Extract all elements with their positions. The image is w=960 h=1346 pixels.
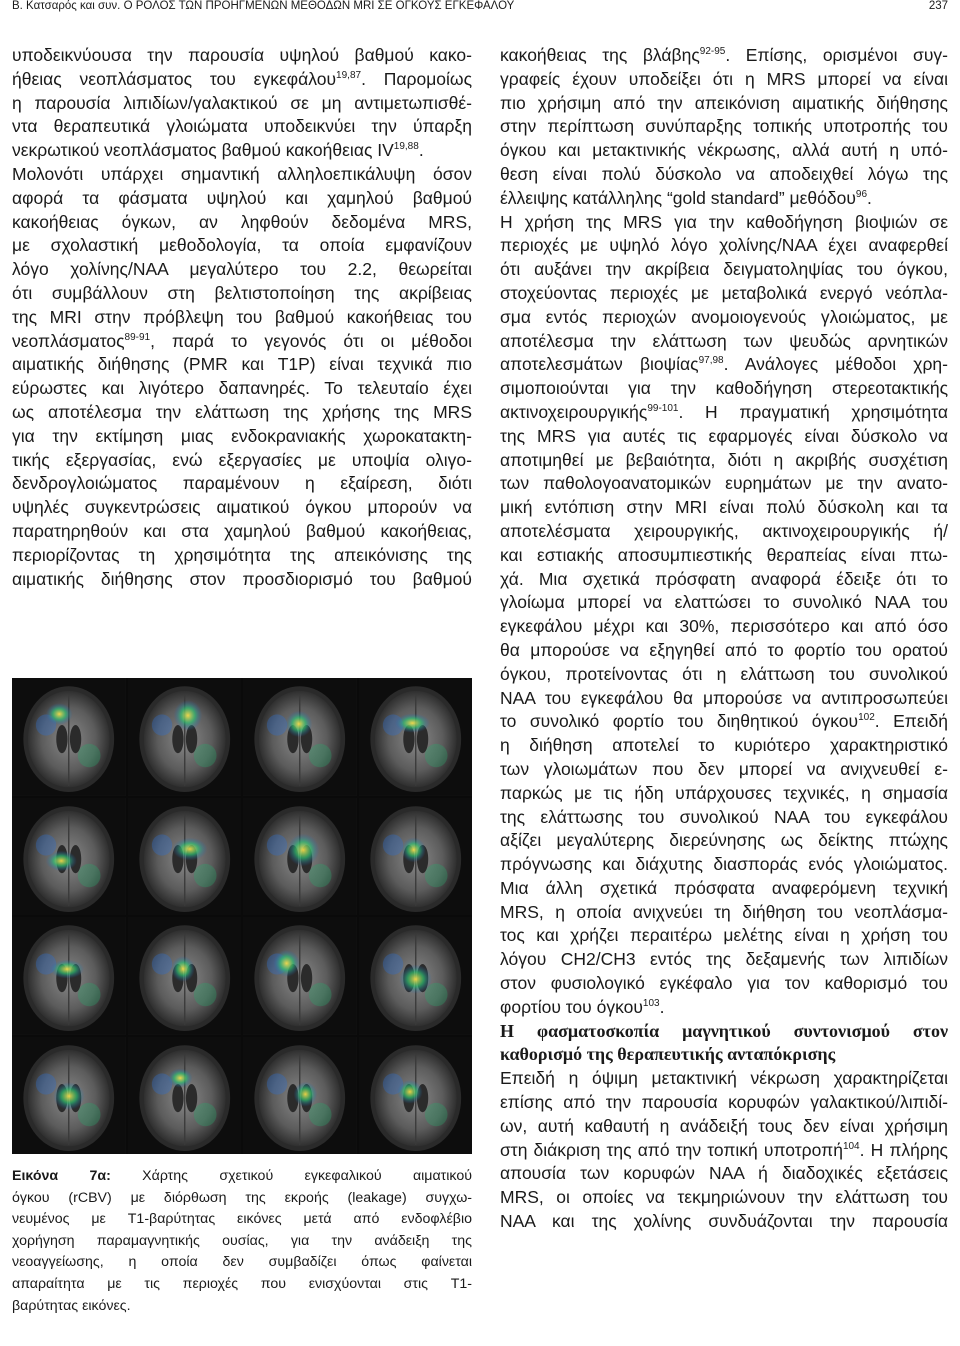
line-text: υψηλές συγκεντρώσεις αιματικού όγκου μπορούν να	[12, 497, 472, 518]
text-line	[500, 234, 948, 258]
right-column	[500, 44, 948, 1234]
text-line	[12, 520, 472, 544]
line-text: . Επίσης, ορισμένοι συγ-	[725, 45, 948, 65]
text-line	[500, 187, 948, 211]
text-line	[500, 687, 948, 711]
line-text: Η χρήση της MRS για την καθοδήγηση βιοψιών σε	[500, 211, 948, 232]
text-line	[500, 829, 948, 853]
text-line	[12, 449, 472, 473]
running-head-title: Β. Κατσαρός και συν. Ο ΡΟΛΟΣ ΤΩΝ ΠΡΟΗΓΜΕΝΩΝ ΜΕΘΟΔΩΝ MRI ΣΕ ΟΓΚΟΥΣ ΕΓΚΕΦΑΛΟΥ	[12, 0, 515, 12]
line-text: σμα εντός περιοχών ανομοιογενούς γλοιώματος, με	[500, 306, 948, 327]
line-text: θεση είναι πολύ δύσκολο να αποδειχθεί λόγω της	[500, 163, 948, 184]
line-text: . Η πλήρης	[859, 1139, 948, 1160]
section-heading-line: Η φασματοσκοπία μαγνητικού συντονισμού στον	[500, 1020, 948, 1041]
text-line	[12, 163, 472, 187]
mri-slice-image	[12, 917, 126, 1035]
caption-line: νεοαγγείωσης, η οποία δεν συμβαδίζει όπως φαίνεται	[12, 1254, 472, 1271]
text-line	[500, 1210, 948, 1234]
text-line	[500, 568, 948, 592]
line-text: περιοχές με υψηλό λόγο χολίνης/NAA έχει αναφερθεί	[500, 235, 948, 256]
caption-line: όγκου (rCBV) με διόρθωση της εκροής (leakage) συγχω-	[12, 1189, 472, 1206]
section-heading	[500, 1020, 948, 1068]
line-text: με σχολαστική μεθοδολογία, τα οποία εμφανίζουν	[12, 235, 472, 256]
text-line	[12, 68, 472, 92]
text-line	[500, 353, 948, 377]
line-text: αποτελεσμάτων βιοψίας	[500, 354, 699, 375]
text-line	[500, 306, 948, 330]
text-line	[500, 520, 948, 544]
text-line	[500, 496, 948, 520]
text-line	[12, 377, 472, 401]
line-text: στην περίπτωση συνύπαρξης τοπικής υποτροπής του	[500, 116, 948, 137]
mri-slice-image	[243, 1037, 357, 1155]
caption-label: Εικόνα 7α:	[12, 1168, 111, 1184]
left-column	[12, 44, 473, 1314]
text-line	[12, 544, 472, 568]
line-text: πιο χρήσιμη από την απεικόνιση αιματικής διήθησης	[500, 92, 948, 113]
text-line	[500, 901, 948, 925]
mri-slice-image	[243, 917, 357, 1035]
line-text: ως αποτέλεσμα την ελάττωση της χρήσης της MRS	[12, 401, 472, 422]
line-text: τος και χρήζει περαιτέρω μελέτης είναι η χρήση του	[500, 925, 948, 946]
line-text: εύρωστες και λιγότερο δαπανηρές. Το τελευταίο έχει	[12, 378, 472, 399]
text-line	[500, 139, 948, 163]
line-text: .	[867, 187, 872, 208]
text-line	[12, 187, 472, 211]
text-line	[500, 449, 948, 473]
line-text: της ελάττωσης του συνολικού NAA του εγκεφάλου	[500, 806, 948, 827]
text-line	[500, 1186, 948, 1210]
line-text: όγκου, προτείνοντας ότι η ελάττωση του συνολικού	[500, 663, 948, 684]
text-line	[12, 139, 472, 163]
mri-slice-image	[359, 1037, 473, 1155]
section-heading-line: καθορισμό της θεραπευτικής ανταπόκρισης	[500, 1044, 836, 1065]
mri-slice-image	[12, 1037, 126, 1155]
line-text: αποτιμηθεί με βεβαιότητα, διότι η ακριβής συσχέτιση	[500, 449, 948, 470]
text-line	[500, 1067, 948, 1091]
mri-slice-image	[12, 678, 126, 796]
section-body-text	[500, 1067, 948, 1234]
line-text: Μολονότι υπάρχει σημαντική αλληλοεπικάλυψη όσον	[12, 163, 472, 184]
left-column-text	[12, 44, 472, 591]
text-line	[500, 377, 948, 401]
citation-superscript: 104	[842, 1140, 860, 1152]
text-line	[12, 282, 472, 306]
line-text: και εστιακής αποσυμπιεστικής θεραπείας είναι πτω-	[500, 544, 948, 565]
running-head	[12, 0, 948, 14]
text-line	[500, 330, 948, 354]
line-text: για την εκτίμηση μιας ενδοκρανιακής χωροκατακτη-	[12, 425, 472, 446]
text-line	[12, 258, 472, 282]
line-text: αιματικής διήθησης στον προσδιορισμό του βαθμού	[12, 568, 472, 589]
mri-slice-image	[128, 678, 242, 796]
text-line	[500, 615, 948, 639]
text-line	[500, 282, 948, 306]
text-line	[500, 211, 948, 235]
line-text: ήθειας νεοπλάσματος του εγκεφάλου	[12, 68, 337, 89]
text-line	[500, 1091, 948, 1115]
line-text: έλλειψης κατάλληλης “gold standard” μεθόδου	[500, 187, 856, 208]
line-text: στοχεύοντας περιοχές με μεταβολικά ενεργό νεόπλα-	[500, 282, 948, 303]
text-line	[500, 258, 948, 282]
text-line	[500, 924, 948, 948]
text-line	[12, 425, 472, 449]
text-line	[500, 68, 948, 92]
line-text: νεκρωτικού νεοπλάσματος βαθμού κακοήθειας IV	[12, 140, 394, 161]
line-text: σιμοποιούνται για την καθοδήγηση στερεοτακτικής	[500, 378, 948, 399]
line-text: . Ανάλογες μέθοδοι χρη-	[723, 354, 948, 375]
figure-caption	[12, 1166, 472, 1317]
line-text: μική εντόπιση στην MRI είναι πολύ δύσκολη και τα	[500, 497, 948, 518]
text-line	[12, 496, 472, 520]
text-line	[500, 401, 948, 425]
text-line	[500, 1162, 948, 1186]
text-line	[500, 163, 948, 187]
line-text: NAA και της χολίνης συνδυάζονται την παρουσία	[500, 1211, 948, 1232]
line-text: ντα θεραπευτικά γλοιώματα υποδεικνύει την ύπαρξη	[12, 116, 472, 137]
text-line	[500, 758, 948, 782]
caption-line	[12, 1166, 472, 1188]
text-line	[500, 806, 948, 830]
text-line	[500, 1139, 948, 1163]
line-text: Μια άλλη σχετικά πρόσφατα αναφερόμενη τεχνική	[500, 877, 948, 898]
line-text: .	[418, 140, 424, 161]
line-text: περιορίζοντας τη χρησιμότητα της απεικόνισης της	[12, 544, 472, 565]
line-text: Επειδή η όψιμη μετακτινική νέκρωση χαρακτηρίζεται	[500, 1068, 948, 1089]
line-text: πρόγνωσης και διάχυτης διασποράς ενός γλοιώματος.	[500, 854, 948, 875]
line-text: ακτινοχειρουργικής	[500, 401, 648, 422]
text-line	[500, 92, 948, 116]
line-text: επίσης από την παρουσία κορυφών γαλακτικού/λιπιδί-	[500, 1092, 948, 1113]
figure-mri-grid	[12, 678, 472, 1154]
text-line	[500, 44, 948, 68]
line-text: , παρά το γεγονός ότι οι μέθοδοι	[150, 330, 472, 351]
page-number: 237	[928, 0, 948, 12]
line-text: γραφείς έχουν υποδείξει ότι η MRS μπορεί να είναι	[500, 68, 948, 89]
text-line	[12, 568, 472, 592]
text-line	[500, 1115, 948, 1139]
line-text: φορτίου του όγκου	[500, 996, 643, 1017]
line-text: της MRS για αυτές τις εφαρμογές είναι δύσκολο να	[500, 425, 948, 446]
line-text: χά. Μια σχετικά πρόσφατη αναφορά έδειξε ότι το	[500, 568, 948, 589]
text-line	[12, 44, 472, 68]
mri-slice-image	[359, 917, 473, 1035]
citation-superscript: 89-91	[124, 331, 151, 343]
line-text: αιματικής διήθησης (PMR και T1P) είναι τεχνικά πιο	[12, 354, 472, 375]
text-line	[12, 234, 472, 258]
text-line	[12, 115, 472, 139]
caption-line: χορήγηση παραμαγνητικής ουσίας, για την ανάδειξη της	[12, 1232, 472, 1249]
text-line	[500, 948, 948, 972]
citation-superscript: 97,98	[698, 355, 724, 367]
text-line	[500, 853, 948, 877]
text-line	[500, 115, 948, 139]
line-text: αφορά τα φάσματα υψηλού και χαμηλού βαθμού	[12, 187, 472, 208]
line-text: δενδρογλοιώματος παραμένουν η εξαίρεση, διότι	[12, 473, 472, 494]
line-text: κακοήθειας της βλάβης	[500, 45, 700, 65]
line-text: ότι αυξάνει την ακρίβεια δειγματοληψίας του όγκου,	[500, 259, 948, 280]
line-text: το συνολικό φορτίο του διηθητικού όγκου	[500, 711, 859, 732]
line-text: γλοίωμα μπορεί να ελαττώσει το συνολικό NAA του	[500, 592, 948, 613]
mri-slice-image	[128, 917, 242, 1035]
line-text: εγκεφάλου μέχρι και 30%, περισσότερο και από όσο	[500, 616, 948, 637]
line-text: λόγου CH2/CH3 εντός της δεξαμενής των λιπιδίων	[500, 949, 948, 970]
text-line	[12, 330, 472, 354]
line-text: ων, αυτή καθαυτή η ανάδειξή τους δεν είναι χρήσιμη	[500, 1115, 948, 1136]
line-text: κακοήθειας όγκων, αν ληφθούν δεδομένα MRS,	[12, 211, 472, 232]
line-text: η διήθηση αποτελεί το κυριότερο χαρακτηριστικό	[500, 735, 948, 756]
line-text: των παθολογοανατομικών ευρημάτων με την ανατο-	[500, 473, 948, 494]
line-text: θα μπορούσε να εξηγηθεί από το φορτίο του ορατού	[500, 639, 948, 660]
text-line	[500, 996, 948, 1020]
mri-slice-image	[243, 798, 357, 916]
line-text: NAA του εγκεφάλου θα μπορούσε να αντιπροσωπεύει	[500, 687, 948, 708]
line-text: παρκώς με τις ήδη υπάρχουσες τεχνικές, η σημασία	[500, 782, 948, 803]
text-line	[12, 353, 472, 377]
text-line	[500, 877, 948, 901]
text-line	[500, 639, 948, 663]
text-line	[500, 710, 948, 734]
citation-superscript: 102	[858, 712, 875, 724]
line-text: αποτέλεσμα την ελάττωση των ψευδώς αρνητικών	[500, 330, 948, 351]
line-text: στη διάκριση της από την τοπική υποτροπή	[500, 1139, 843, 1160]
text-line	[500, 782, 948, 806]
mri-slice-image	[359, 678, 473, 796]
text-line	[500, 734, 948, 758]
mri-slice-image	[128, 798, 242, 916]
citation-superscript: 103	[642, 997, 660, 1009]
line-text: αξίζει μεγαλύτερης διερεύνησης ως δείκτης πτώχης	[500, 830, 948, 851]
citation-superscript: 96	[855, 188, 868, 200]
mri-slice-image	[359, 798, 473, 916]
caption-text: Χάρτης σχετικού εγκεφαλικού αιματικού	[110, 1168, 472, 1184]
line-text: υποδεικνύουσα την παρουσία υψηλού βαθμού κακο-	[12, 45, 472, 65]
right-column-text	[500, 44, 948, 1020]
line-text: των γλοιωμάτων που δεν μπορεί να ανιχνευθεί ε-	[500, 758, 948, 779]
line-text: . Επειδή	[874, 711, 948, 732]
mri-slice-image	[128, 1037, 242, 1155]
line-text: . Παρομοίως	[361, 68, 473, 89]
citation-superscript: 19,87	[336, 69, 362, 81]
line-text: MRS, η οποία ανιχνεύει τη διήθηση του νεοπλάσμα-	[500, 901, 948, 922]
text-line	[12, 401, 472, 425]
text-line	[500, 591, 948, 615]
line-text: τικής εξεργασίας, ενώ εξεργασίες με υποψία ολιγο-	[12, 449, 472, 470]
text-line	[500, 544, 948, 568]
text-line	[12, 306, 472, 330]
line-text: αποτελέσματα χειρουργικής, ακτινοχειρουργικής ή/	[500, 520, 948, 541]
citation-superscript: 19,88	[393, 141, 419, 153]
text-line	[500, 472, 948, 496]
line-text: λόγο χολίνης/NAA μεγαλύτερο του 2.2, θεωρείται	[12, 259, 472, 280]
text-line	[12, 211, 472, 235]
caption-line: νευμένος με T1-βαρύτητας εικόνες μετά από ενδοφλέβιο	[12, 1211, 472, 1228]
text-line	[12, 472, 472, 496]
line-text: απουσία των κορυφών NAA ή διαδοχικές εξετάσεις	[500, 1163, 948, 1184]
text-line	[500, 663, 948, 687]
citation-superscript: 99-101	[647, 402, 679, 414]
caption-line: βαρύτητας εικόνες.	[12, 1297, 131, 1314]
mri-slice-image	[243, 678, 357, 796]
line-text: ότι συμβάλλουν στη βελτιστοποίηση της ακρίβειας	[12, 282, 472, 303]
mri-slice-image	[12, 798, 126, 916]
line-text: της MRI στην πρόβλεψη του βαθμού κακοήθειας του	[12, 306, 472, 327]
line-text: νεοπλάσματος	[12, 330, 125, 351]
line-text: η παρουσία λιπιδίων/γαλακτικού σε μη αντιμετωπισθέ-	[12, 92, 472, 113]
line-text: .	[659, 996, 665, 1017]
citation-superscript: 92-95	[699, 46, 726, 57]
line-text: . Η πραγματική χρησιμότητα	[678, 401, 948, 422]
line-text: παρατηρηθούν και στα χαμηλού βαθμού κακοήθειας,	[12, 520, 472, 541]
text-line	[12, 92, 472, 116]
caption-line: απαραίτητα με τις περιοχές που ενισχύονται στις T1-	[12, 1275, 472, 1292]
text-line	[500, 972, 948, 996]
line-text: MRS, οι οποίες να τεκμηριώνουν την ελάττωση του	[500, 1187, 948, 1208]
line-text: στον φυσιολογικό εγκέφαλο για τον καθορισμό του	[500, 973, 948, 994]
text-line	[500, 425, 948, 449]
line-text: όγκου και μετακτινικής νέκρωσης, αλλά αυτή η υπό-	[500, 140, 948, 161]
